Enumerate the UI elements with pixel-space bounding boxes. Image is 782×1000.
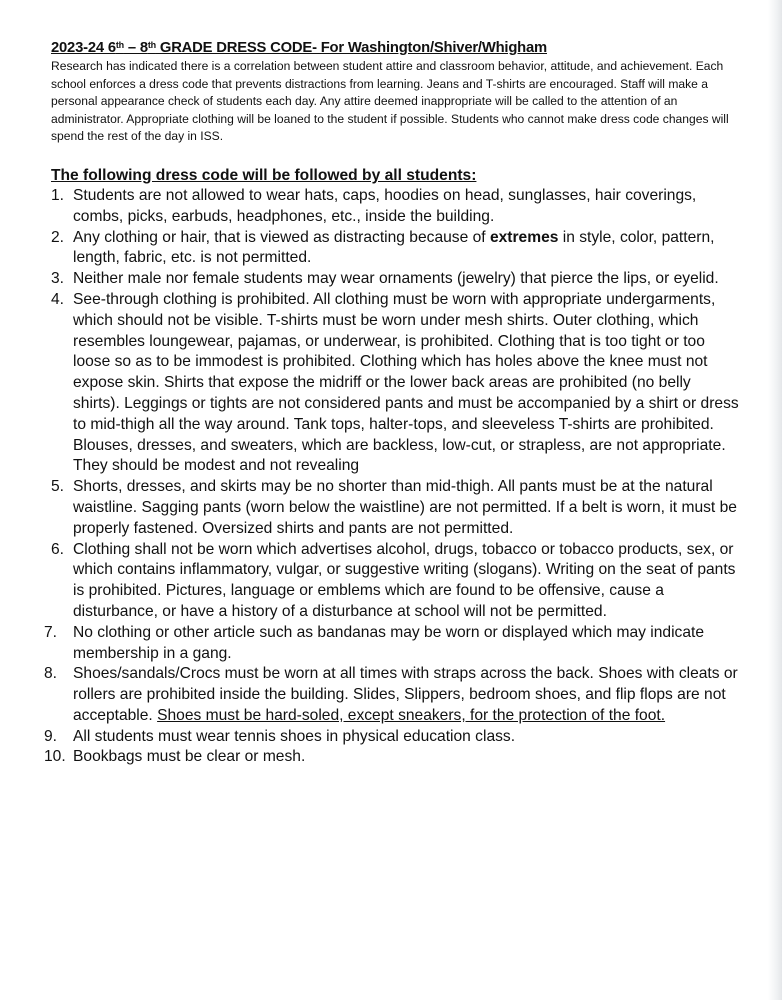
document-title: 2023-24 6th – 8th GRADE DRESS CODE- For Washington/Shiver/Whigham (51, 40, 547, 56)
dress-code-document (44, 38, 741, 768)
rule-item-10: 10. Bookbags must be clear or mesh. (44, 748, 306, 766)
rule-item-1: 1. Students are not allowed to wear hats, caps, hoodies on head, sunglasses, hair coverings, combs, picks, earbuds, headphones, etc., inside the building. (51, 186, 697, 225)
rule-item-6: 6. Clothing shall not be worn which advertises alcohol, drugs, tobacco or tobacco products, sex, or which contains inflammatory, vulgar, or suggestive writing (slogans). Writing on the seat of pants is prohibited. Pictures, language or emblems which are found to be offensive, cause a disturbance, or have a history of a disturbance at school will not be permitted. (51, 540, 736, 620)
rule-item-8: 8. Shoes/sandals/Crocs must be worn at all times with straps across the back. Shoes with cleats or rollers are prohibited inside the building. Slides, Slippers, bedroom shoes, and flip flops are not acceptable. Shoes must be hard-soled, except sneakers, for the protection of the foot. (44, 665, 738, 724)
underlined-shoe-requirement: Shoes must be hard-soled, except sneakers, for the protection of the foot. (157, 706, 666, 724)
rule-item-4: 4. See-through clothing is prohibited. All clothing must be worn with appropriate undergarments, which should not be visible. T-shirts must be worn under mesh shirts. Outer clothing, which resembles loungewear, pajamas, or underwear, is prohibited. Clothing that is too tight or too loose so as to be immodest is prohibited. Clothing which has holes above the knee must not expose skin. Shirts that expose the midriff or the lower back areas are prohibited (no belly shirts). Leggings or tights are not considered pants and must be accompanied by a shirt or dress to mid-thigh all the way around. Tank tops, halter-tops, and sleeveless T-shirts are prohibited. Blouses, dresses, and sweaters, which are backless, low-cut, or strapless, are not appropriate. They should be modest and not revealing (51, 290, 739, 475)
rule-item-2: 2. Any clothing or hair, that is viewed as distracting because of extremes in style, color, pattern, length, fabric, etc. is not permitted. (51, 228, 715, 267)
intro-paragraph: Research has indicated there is a correlation between student attire and classroom behavior, attitude, and achievement. Each school enforces a dress code that prevents distractions from learning. Jeans and T-shirts are encouraged. Staff will make a personal appearance check of students each day. Any attire deemed inappropriate will be called to the attention of an administrator. Appropriate clothing will be loaned to the student if possible. Students who cannot make dress code changes will spend the rest of the day in ISS. (51, 59, 729, 144)
page-edge-shadow (768, 0, 782, 1000)
rule-item-3: 3. Neither male nor female students may wear ornaments (jewelry) that pierce the lips, or eyelid. (51, 270, 719, 288)
rule-item-9: 9. All students must wear tennis shoes in physical education class. (44, 727, 516, 745)
rule-item-7: 7. No clothing or other article such as bandanas may be worn or displayed which may indicate membership in a gang. (44, 623, 705, 662)
emphasis-extremes: extremes (489, 228, 559, 246)
rules-list (44, 186, 741, 768)
rule-item-5: 5. Shorts, dresses, and skirts may be no shorter than mid-thigh. All pants must be at the natural waistline. Sagging pants (worn below the waistline) are not permitted. If a belt is worn, it must be properly fastened. Oversized shirts and pants are not permitted. (51, 478, 737, 537)
rules-heading: The following dress code will be followed by all students: (51, 166, 477, 184)
